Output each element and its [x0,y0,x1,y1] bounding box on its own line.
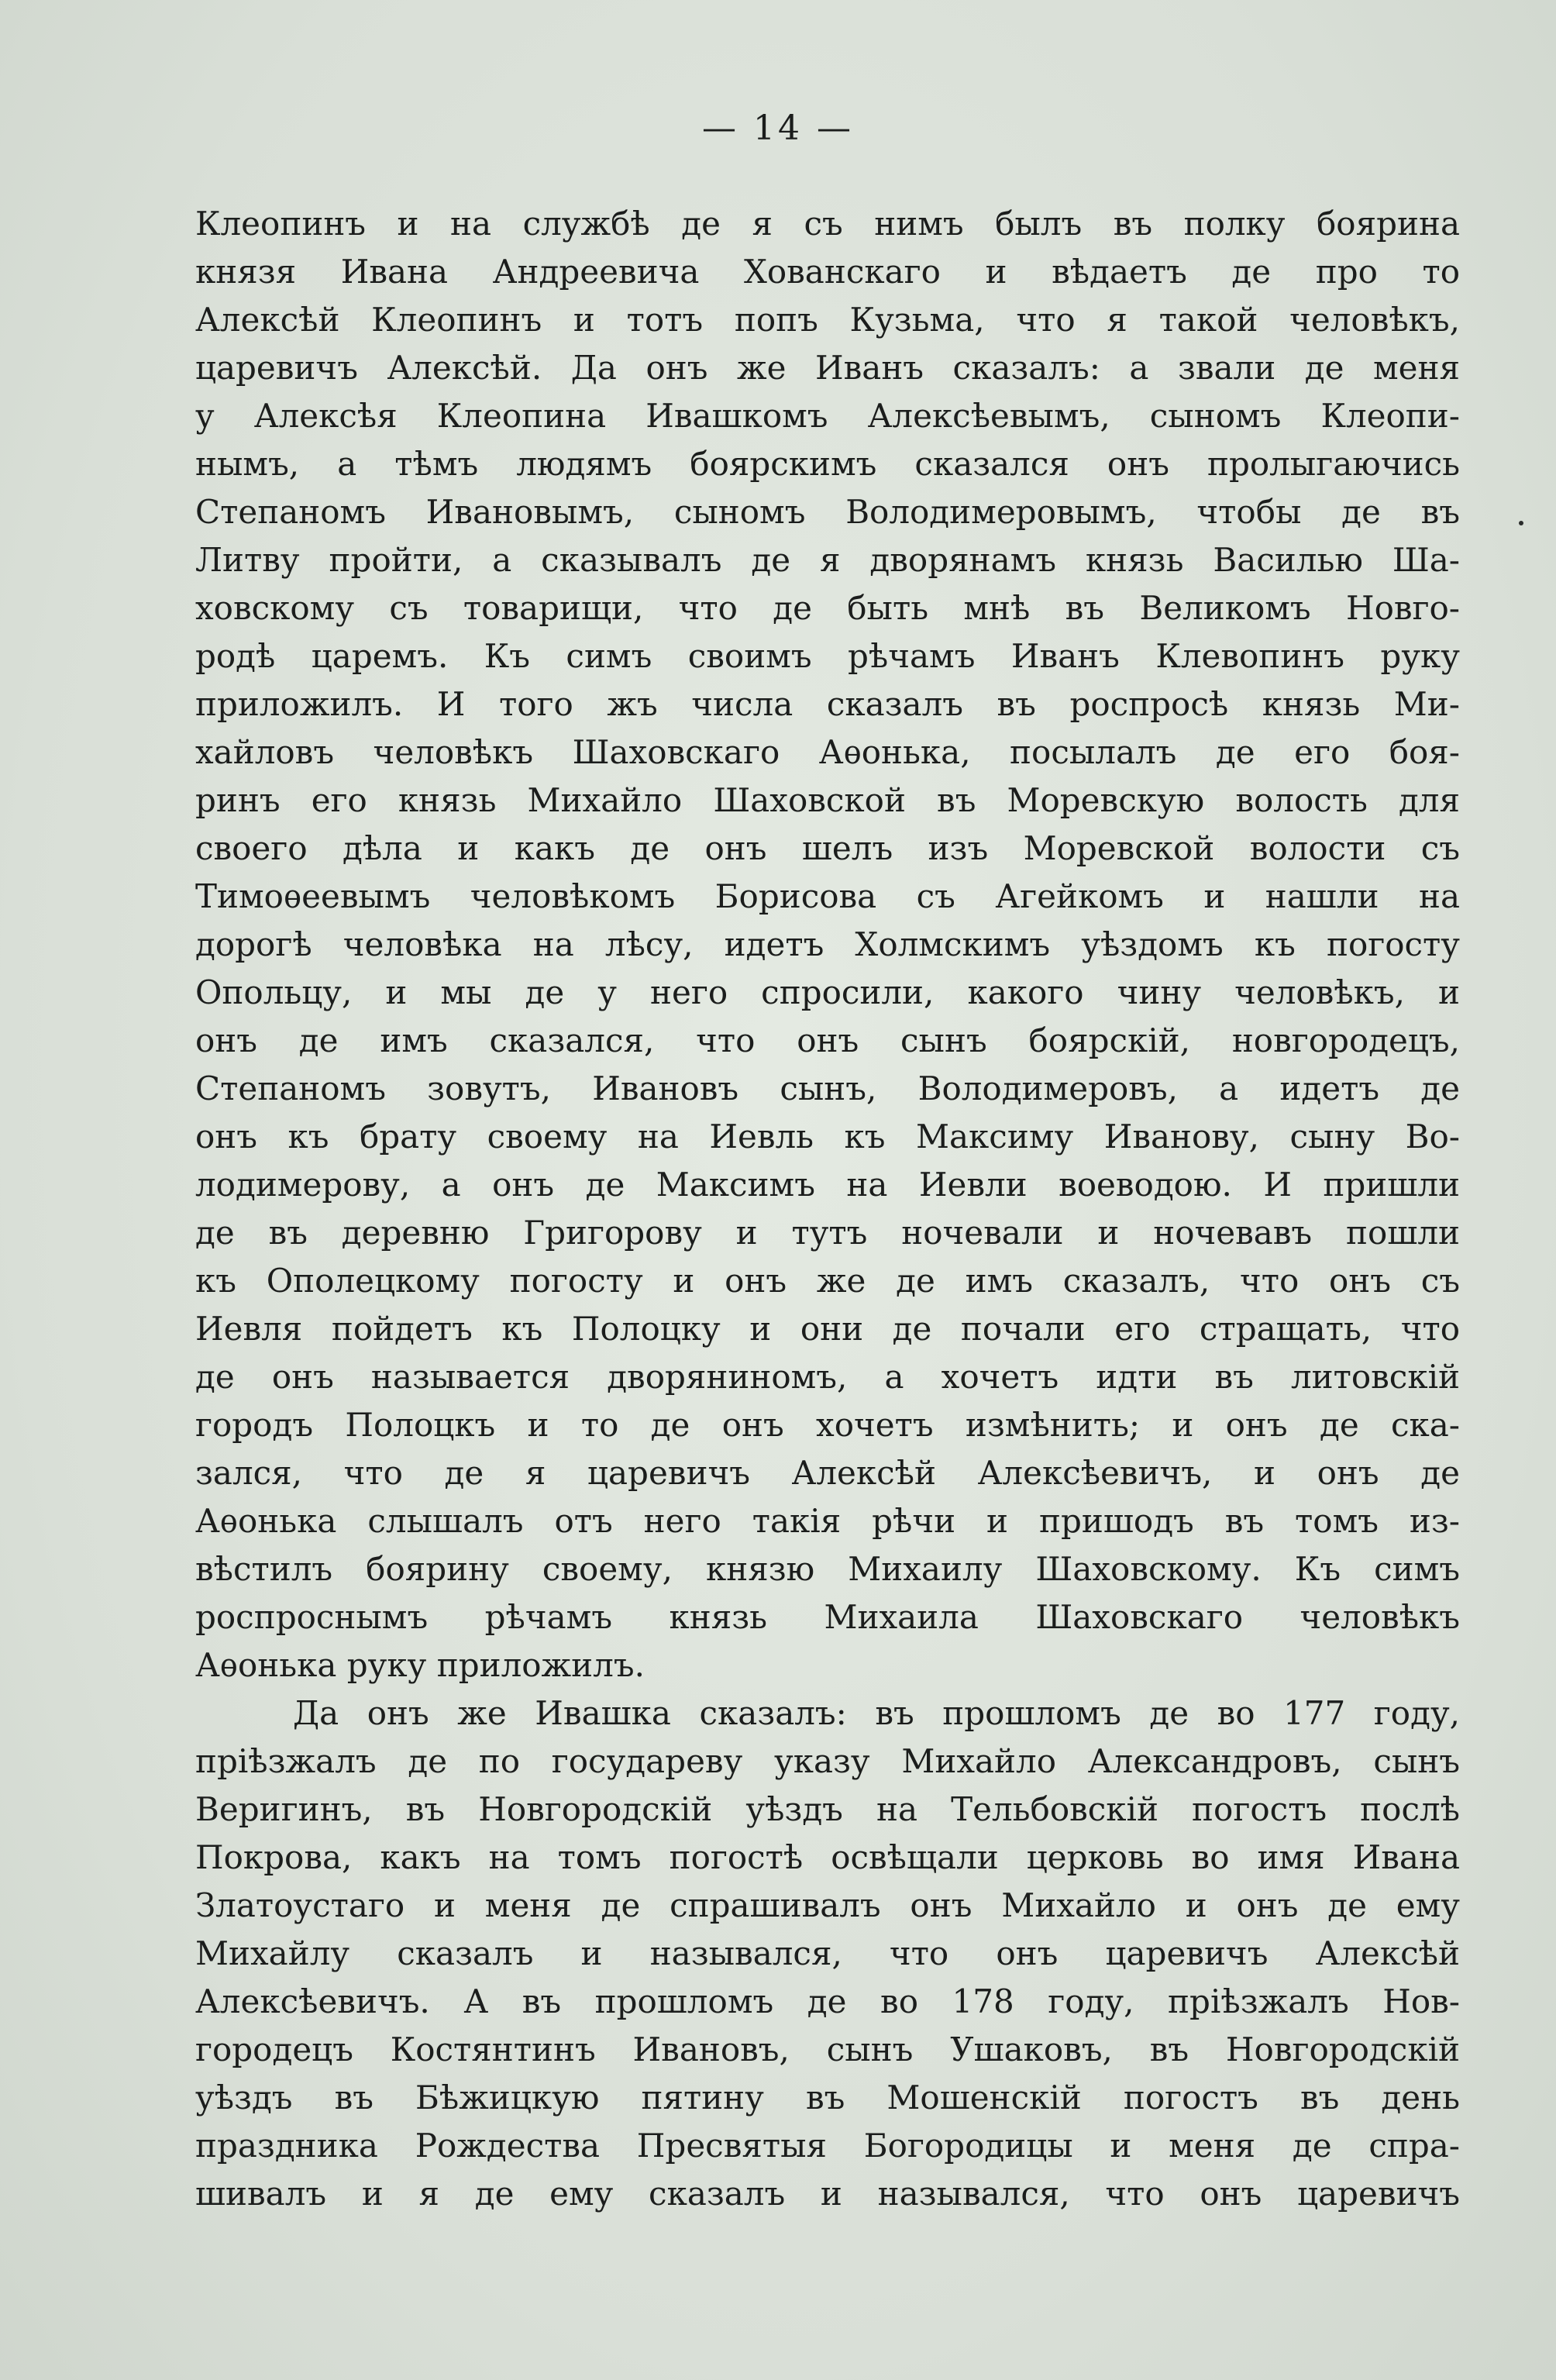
body-text [195,200,1460,2218]
text-line: де онъ называется дворяниномъ, а хочетъ идти въ литовскій [195,1358,1460,1396]
text-line: Покрова, какъ на томъ погостѣ освѣщали церковь во имя Ивана [195,1838,1460,1876]
text-line: приложилъ. И того жъ числа сказалъ въ роспросѣ князь Ми- [195,685,1460,723]
text-line: Степаномъ зовутъ, Ивановъ сынъ, Володимеровъ, а идетъ де [195,1069,1460,1107]
text-line: Веригинъ, въ Новгородскій уѣздъ на Тельбовскій погостъ послѣ [195,1790,1460,1828]
paragraph-start-line: Да онъ же Ивашка сказалъ: въ прошломъ де во 177 году, [293,1694,1460,1732]
text-line: царевичъ Алексѣй. Да онъ же Иванъ сказалъ: а звали де меня [195,349,1460,387]
text-line: Алексѣевичъ. А въ прошломъ де во 178 году, пріѣзжалъ Нов- [195,1982,1460,2020]
paragraph-end-line: Аѳонька руку приложилъ. [195,1646,645,1684]
text-line: нымъ, а тѣмъ людямъ боярскимъ сказался онъ пролыгаючись [195,445,1460,483]
text-line: князя Ивана Андреевича Хованскаго и вѣдаетъ де про то [195,253,1460,291]
text-line: Опольцу, и мы де у него спросили, какого чину человѣкъ, и [195,973,1460,1011]
text-line: Златоустаго и меня де спрашивалъ онъ Михайло и онъ де ему [195,1886,1460,1924]
ink-speck [1519,521,1523,525]
text-line: Тимоѳеевымъ человѣкомъ Борисова съ Агейкомъ и нашли на [195,877,1460,915]
text-line: Иевля пойдетъ къ Полоцку и они де почали его стращать, что [195,1310,1460,1348]
text-line: городецъ Костянтинъ Ивановъ, сынъ Ушаковъ, въ Новгородскій [195,2030,1460,2068]
text-line: онъ къ брату своему на Иевль къ Максиму Иванову, сыну Во- [195,1118,1460,1156]
text-line: Аѳонька слышалъ отъ него такія рѣчи и пришодъ въ томъ из- [195,1502,1460,1540]
text-line: у Алексѣя Клеопина Ивашкомъ Алексѣевымъ, сыномъ Клеопи- [195,397,1460,435]
text-line: праздника Рождества Пресвятыя Богородицы и меня де спра- [195,2127,1460,2165]
text-line: къ Ополецкому погосту и онъ же де имъ сказалъ, что онъ съ [195,1262,1460,1300]
text-line: роспроснымъ рѣчамъ князь Михаила Шаховскаго человѣкъ [195,1598,1460,1636]
text-line: де въ деревню Григорову и тутъ ночевали и ночевавъ пошли [195,1214,1460,1252]
text-line: вѣстилъ боярину своему, князю Михаилу Шаховскому. Къ симъ [195,1550,1460,1588]
text-line: Михайлу сказалъ и назывался, что онъ царевичъ Алексѣй [195,1934,1460,1972]
text-line: лодимерову, а онъ де Максимъ на Иевли воеводою. И пришли [195,1166,1460,1204]
text-line: зался, что де я царевичъ Алексѣй Алексѣевичъ, и онъ де [195,1454,1460,1492]
text-line: ховскому съ товарищи, что де быть мнѣ въ Великомъ Новго- [195,589,1460,627]
text-line: шивалъ и я де ему сказалъ и назывался, что онъ царевичъ [195,2175,1460,2213]
text-line: Степаномъ Ивановымъ, сыномъ Володимеровымъ, чтобы де въ [195,493,1460,531]
text-line: своего дѣла и какъ де онъ шелъ изъ Моревской волости съ [195,829,1460,867]
text-line: уѣздъ въ Бѣжицкую пятину въ Мошенскій погостъ въ день [195,2079,1460,2117]
text-line: пріѣзжалъ де по государеву указу Михайло Александровъ, сынъ [195,1742,1460,1780]
text-line: ринъ его князь Михайло Шаховской въ Моревскую волость для [195,781,1460,819]
text-line: онъ де имъ сказался, что онъ сынъ боярскій, новгородецъ, [195,1021,1460,1059]
page-number: — 14 — [702,108,854,148]
text-line: городъ Полоцкъ и то де онъ хочетъ измѣнить; и онъ де ска- [195,1406,1460,1444]
text-line: хайловъ человѣкъ Шаховскаго Аѳонька, посылалъ де его боя- [195,733,1460,771]
text-line: Клеопинъ и на службѣ де я съ нимъ былъ въ полку боярина [195,205,1460,243]
text-line: Алексѣй Клеопинъ и тотъ попъ Кузьма, что я такой человѣкъ, [195,301,1460,339]
text-line: Литву пройти, а сказывалъ де я дворянамъ князь Василью Ша- [195,541,1460,579]
text-line: родѣ царемъ. Къ симъ своимъ рѣчамъ Иванъ Клевопинъ руку [195,637,1460,675]
text-line: дорогѣ человѣка на лѣсу, идетъ Холмскимъ уѣздомъ къ погосту [195,925,1460,963]
